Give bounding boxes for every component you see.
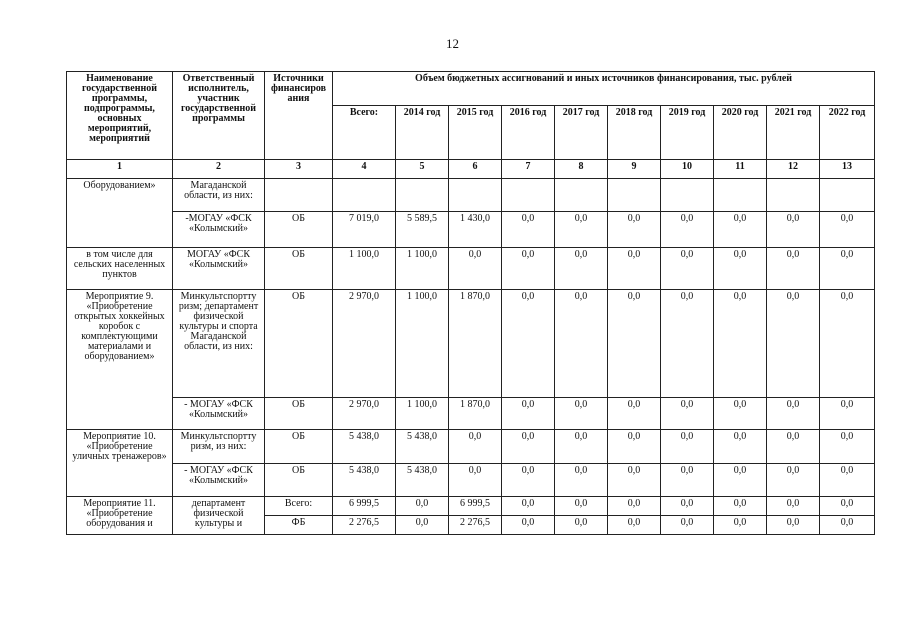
cell-name: Оборудованием» — [67, 179, 173, 248]
cell-value: 0,0 — [714, 464, 767, 497]
header-year: 2014 год — [396, 106, 449, 160]
cell-executor: Минкультспортту ризм, из них: — [173, 430, 265, 464]
column-number: 1 — [67, 160, 173, 179]
cell-value: 0,0 — [767, 248, 820, 290]
cell-value: 0,0 — [555, 398, 608, 430]
cell-value: 0,0 — [661, 290, 714, 398]
cell-value: 0,0 — [661, 398, 714, 430]
cell-value — [608, 179, 661, 212]
table-row — [67, 464, 875, 497]
cell-value: 6 999,5 — [449, 497, 502, 516]
cell-value: 0,0 — [502, 398, 555, 430]
cell-value: 0,0 — [820, 497, 875, 516]
cell-value: 0,0 — [502, 497, 555, 516]
cell-value: 0,0 — [714, 430, 767, 464]
cell-value: 0,0 — [502, 212, 555, 248]
cell-value: 0,0 — [555, 516, 608, 535]
cell-value: 0,0 — [820, 430, 875, 464]
column-number: 5 — [396, 160, 449, 179]
cell-value: 0,0 — [820, 516, 875, 535]
cell-value: 0,0 — [714, 497, 767, 516]
table-row — [67, 248, 875, 290]
table-row — [67, 179, 875, 212]
cell-value: 0,0 — [714, 290, 767, 398]
header-year: 2016 год — [502, 106, 555, 160]
cell-value: 0,0 — [502, 290, 555, 398]
cell-name: Мероприятие 11. «Приобретение оборудования и — [67, 497, 173, 535]
cell-source: ОБ — [265, 430, 333, 464]
cell-source: ОБ — [265, 248, 333, 290]
cell-value: 0,0 — [396, 497, 449, 516]
cell-executor: Магаданской области, из них: — [173, 179, 265, 212]
cell-value: 0,0 — [820, 290, 875, 398]
column-number: 12 — [767, 160, 820, 179]
cell-value: 1 430,0 — [449, 212, 502, 248]
cell-value: 0,0 — [608, 430, 661, 464]
cell-source: ФБ — [265, 516, 333, 535]
cell-value: 6 999,5 — [333, 497, 396, 516]
column-number: 11 — [714, 160, 767, 179]
cell-value: 0,0 — [714, 516, 767, 535]
header-year: 2020 год — [714, 106, 767, 160]
cell-value: 0,0 — [608, 248, 661, 290]
cell-value: 0,0 — [820, 398, 875, 430]
column-number: 13 — [820, 160, 875, 179]
column-number: 6 — [449, 160, 502, 179]
header-year: 2017 год — [555, 106, 608, 160]
column-number: 10 — [661, 160, 714, 179]
cell-value: 2 970,0 — [333, 398, 396, 430]
cell-executor: департамент физической культуры и — [173, 497, 265, 535]
cell-executor: -МОГАУ «ФСК «Колымский» — [173, 212, 265, 248]
cell-value — [502, 179, 555, 212]
cell-value: 1 100,0 — [396, 248, 449, 290]
cell-value: 0,0 — [661, 430, 714, 464]
budget-table — [66, 71, 875, 535]
cell-value: 1 100,0 — [396, 290, 449, 398]
cell-value: 0,0 — [555, 464, 608, 497]
cell-value: 0,0 — [714, 248, 767, 290]
table-row — [67, 290, 875, 398]
cell-source: ОБ — [265, 398, 333, 430]
cell-value: 1 100,0 — [333, 248, 396, 290]
cell-value: 0,0 — [767, 290, 820, 398]
cell-value — [396, 179, 449, 212]
cell-value: 0,0 — [608, 516, 661, 535]
cell-value: 0,0 — [608, 464, 661, 497]
page-number: 12 — [446, 36, 459, 51]
cell-value: 0,0 — [767, 212, 820, 248]
header-year: 2022 год — [820, 106, 875, 160]
cell-value: 0,0 — [396, 516, 449, 535]
cell-value: 0,0 — [449, 464, 502, 497]
cell-value — [767, 179, 820, 212]
table-row — [67, 398, 875, 430]
cell-value: 0,0 — [767, 516, 820, 535]
header-year: 2015 год — [449, 106, 502, 160]
cell-value — [555, 179, 608, 212]
cell-value: 0,0 — [714, 212, 767, 248]
column-number: 7 — [502, 160, 555, 179]
column-number: 2 — [173, 160, 265, 179]
table-row — [67, 497, 875, 516]
cell-value: 0,0 — [555, 212, 608, 248]
cell-executor: - МОГАУ «ФСК «Колымский» — [173, 464, 265, 497]
cell-value: 0,0 — [608, 290, 661, 398]
cell-value: 0,0 — [502, 248, 555, 290]
cell-source: ОБ — [265, 212, 333, 248]
cell-value: 0,0 — [767, 497, 820, 516]
cell-value: 0,0 — [661, 212, 714, 248]
cell-source: ОБ — [265, 464, 333, 497]
cell-value: 5 589,5 — [396, 212, 449, 248]
cell-value: 2 276,5 — [333, 516, 396, 535]
header-source: Источники финансиров ания — [265, 72, 333, 160]
cell-value: 0,0 — [661, 516, 714, 535]
cell-value: 1 100,0 — [396, 398, 449, 430]
cell-value: 0,0 — [555, 497, 608, 516]
header-volume: Объем бюджетных ассигнований и иных источников финансирования, тыс. рублей — [333, 72, 875, 106]
header-total: Всего: — [333, 106, 396, 160]
cell-name: Мероприятие 10. «Приобретение уличных тренажеров» — [67, 430, 173, 497]
cell-value: 0,0 — [820, 248, 875, 290]
column-number: 4 — [333, 160, 396, 179]
cell-value: 5 438,0 — [333, 430, 396, 464]
cell-value: 0,0 — [767, 398, 820, 430]
cell-source — [265, 179, 333, 212]
cell-value: 0,0 — [661, 248, 714, 290]
cell-name: Мероприятие 9. «Приобретение открытых хоккейных коробок с комплектующими материалами и оборудованием» — [67, 290, 173, 430]
cell-value — [714, 179, 767, 212]
column-number: 8 — [555, 160, 608, 179]
cell-name: в том числе для сельских населенных пунктов — [67, 248, 173, 290]
cell-value: 1 870,0 — [449, 398, 502, 430]
cell-value: 0,0 — [555, 430, 608, 464]
cell-value — [449, 179, 502, 212]
cell-value: 0,0 — [449, 430, 502, 464]
cell-value: 1 870,0 — [449, 290, 502, 398]
cell-value — [333, 179, 396, 212]
cell-value: 0,0 — [767, 430, 820, 464]
cell-value: 7 019,0 — [333, 212, 396, 248]
column-number: 9 — [608, 160, 661, 179]
cell-value: 0,0 — [608, 497, 661, 516]
cell-executor: МОГАУ «ФСК «Колымский» — [173, 248, 265, 290]
cell-value: 2 276,5 — [449, 516, 502, 535]
cell-value: 0,0 — [502, 464, 555, 497]
cell-source: Всего: — [265, 497, 333, 516]
cell-value: 0,0 — [449, 248, 502, 290]
cell-value — [661, 179, 714, 212]
cell-value: 5 438,0 — [396, 464, 449, 497]
cell-value: 0,0 — [714, 398, 767, 430]
cell-value: 0,0 — [767, 464, 820, 497]
table-row — [67, 430, 875, 464]
cell-value: 2 970,0 — [333, 290, 396, 398]
cell-value: 0,0 — [820, 212, 875, 248]
table-row — [67, 212, 875, 248]
header-year: 2019 год — [661, 106, 714, 160]
cell-value: 5 438,0 — [333, 464, 396, 497]
cell-value: 0,0 — [820, 464, 875, 497]
cell-value: 0,0 — [608, 398, 661, 430]
header-year: 2018 год — [608, 106, 661, 160]
cell-value: 0,0 — [502, 430, 555, 464]
cell-value — [820, 179, 875, 212]
cell-value: 0,0 — [661, 464, 714, 497]
header-executor: Ответственный исполнитель, участник государственной программы — [173, 72, 265, 160]
cell-value: 0,0 — [502, 516, 555, 535]
cell-value: 0,0 — [555, 248, 608, 290]
cell-value: 0,0 — [661, 497, 714, 516]
column-number: 3 — [265, 160, 333, 179]
cell-source: ОБ — [265, 290, 333, 398]
column-number-row — [67, 160, 875, 179]
cell-value: 0,0 — [555, 290, 608, 398]
cell-executor: Минкультспортту ризм; департамент физической культуры и спорта Магаданской области, из них: — [173, 290, 265, 398]
header-year: 2021 год — [767, 106, 820, 160]
header-name: Наименование государственной программы, подпрограммы, основных мероприятий, мероприятий — [67, 72, 173, 160]
cell-value: 0,0 — [608, 212, 661, 248]
cell-executor: - МОГАУ «ФСК «Колымский» — [173, 398, 265, 430]
cell-value: 5 438,0 — [396, 430, 449, 464]
